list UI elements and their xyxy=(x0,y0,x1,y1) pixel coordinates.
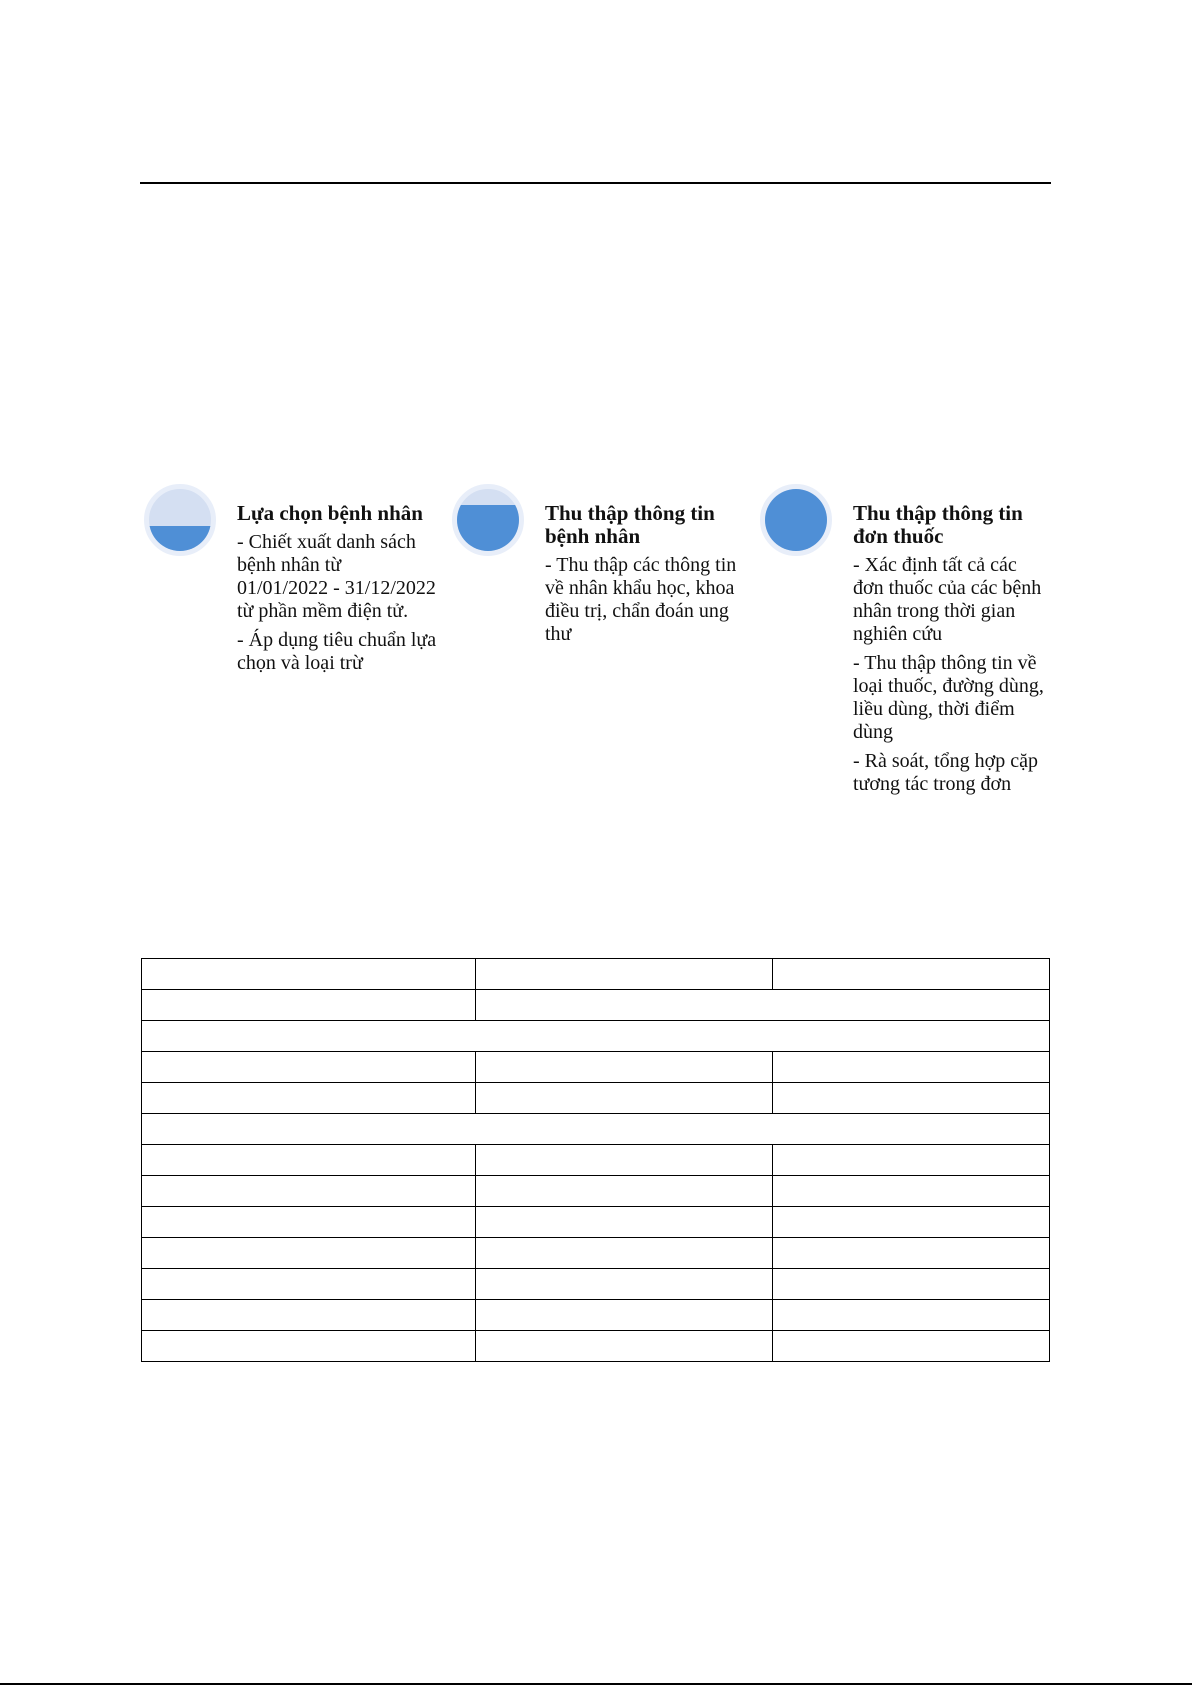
step-1 xyxy=(237,502,437,681)
data-table-body xyxy=(142,959,1050,1362)
table-row xyxy=(142,1083,1050,1114)
step-2 xyxy=(545,502,745,652)
step-2-progress-icon xyxy=(452,484,524,556)
table-cell xyxy=(476,1176,773,1207)
table-row xyxy=(142,959,1050,990)
table-row xyxy=(142,1269,1050,1300)
table-cell xyxy=(773,1269,1050,1300)
table-row xyxy=(142,1145,1050,1176)
table-cell xyxy=(773,1083,1050,1114)
step-1-progress-icon xyxy=(144,484,216,556)
table-cell xyxy=(142,1021,1050,1052)
step-1-progress-fill xyxy=(149,526,211,551)
table-cell xyxy=(773,1207,1050,1238)
step-2-progress-fill xyxy=(457,505,519,552)
table-cell xyxy=(773,959,1050,990)
table-cell xyxy=(476,1331,773,1362)
table-row xyxy=(142,1207,1050,1238)
step-1-bullet: - Chiết xuất danh sách bệnh nhân từ 01/01/2022 - 31/12/2022 từ phần mềm điện tử. xyxy=(237,531,436,622)
table-row xyxy=(142,1331,1050,1362)
table-cell xyxy=(476,959,773,990)
table-cell xyxy=(476,1083,773,1114)
table-row xyxy=(142,1052,1050,1083)
footer-rule xyxy=(0,1683,1192,1685)
table-row xyxy=(142,1176,1050,1207)
step-3-bullet: - Rà soát, tổng hợp cặp tương tác trong đơn xyxy=(853,750,1038,795)
table-cell xyxy=(773,1176,1050,1207)
table-cell xyxy=(142,990,476,1021)
table-cell xyxy=(773,1145,1050,1176)
table-cell xyxy=(476,990,1050,1021)
table-cell xyxy=(773,1238,1050,1269)
table-cell xyxy=(773,1300,1050,1331)
step-3-bullet: - Xác định tất cả các đơn thuốc của các bệnh nhân trong thời gian nghiên cứu xyxy=(853,554,1042,645)
table-row xyxy=(142,1238,1050,1269)
table-cell xyxy=(476,1269,773,1300)
table-cell xyxy=(142,959,476,990)
step-3-progress-fill xyxy=(765,489,827,551)
table-cell xyxy=(142,1331,476,1362)
step-3-title: Thu thập thông tin đơn thuốc xyxy=(853,501,1023,548)
table-cell xyxy=(142,1114,1050,1145)
table-cell xyxy=(476,1145,773,1176)
table-row xyxy=(142,1114,1050,1145)
table-row xyxy=(142,1300,1050,1331)
step-1-title: Lựa chọn bệnh nhân xyxy=(237,501,423,525)
table-cell xyxy=(476,1300,773,1331)
table-cell xyxy=(142,1269,476,1300)
table-cell xyxy=(142,1176,476,1207)
table-cell xyxy=(476,1052,773,1083)
table-cell xyxy=(142,1238,476,1269)
table-cell xyxy=(773,1331,1050,1362)
step-3 xyxy=(853,502,1049,802)
table-cell xyxy=(476,1238,773,1269)
table-cell xyxy=(142,1207,476,1238)
table-cell xyxy=(773,1052,1050,1083)
step-2-title: Thu thập thông tin bệnh nhân xyxy=(545,501,715,548)
table-row xyxy=(142,990,1050,1021)
table-cell xyxy=(142,1145,476,1176)
data-table xyxy=(141,958,1050,1362)
step-3-bullet: - Thu thập thông tin về loại thuốc, đường dùng, liều dùng, thời điểm dùng xyxy=(853,652,1044,743)
step-2-bullet: - Thu thập các thông tin về nhân khẩu học, khoa điều trị, chẩn đoán ung thư xyxy=(545,554,737,645)
table-cell xyxy=(476,1207,773,1238)
table-cell xyxy=(142,1052,476,1083)
table-cell xyxy=(142,1300,476,1331)
step-1-bullet: - Áp dụng tiêu chuẩn lựa chọn và loại trừ xyxy=(237,629,437,674)
table-row xyxy=(142,1021,1050,1052)
table-cell xyxy=(142,1083,476,1114)
step-3-progress-icon xyxy=(760,484,832,556)
